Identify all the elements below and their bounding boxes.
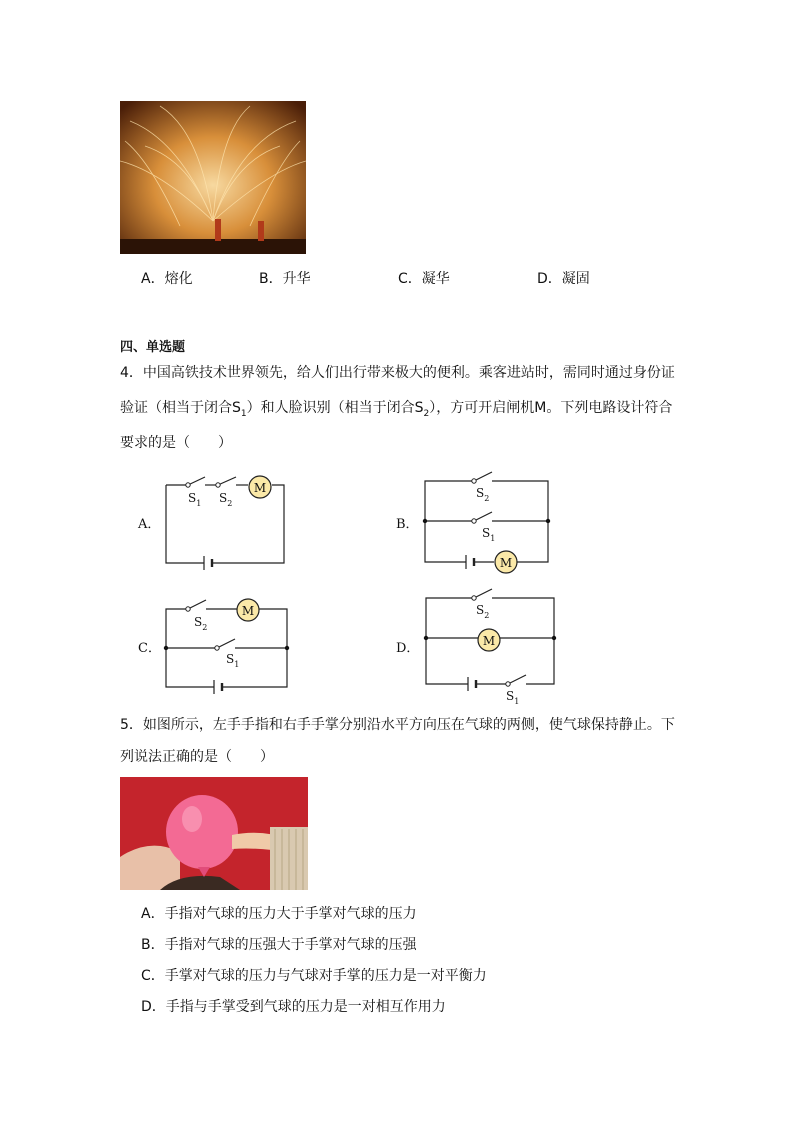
q4-line1: 4．中国高铁技术世界领先，给人们出行带来极大的便利。乘客进站时，需同时通过身份证 — [120, 365, 675, 381]
q3-option-c: C．凝华 — [398, 271, 450, 287]
circuit-c-motor: M — [241, 604, 255, 618]
section-title: 四、单选题 — [120, 340, 186, 355]
q5-option-b: B．手指对气球的压强大于手掌对气球的压强 — [141, 937, 417, 953]
circuit-a-s1: $S_1$ — [188, 491, 202, 508]
circuit-c-s1: $S_1$ — [226, 652, 240, 669]
circuit-c-label: C． — [138, 641, 161, 656]
q4-line3: 要求的是（ ） — [120, 435, 232, 451]
q5-line1: 5．如图所示，左手手指和右手手掌分别沿水平方向压在气球的两侧，使气球保持静止。下 — [120, 717, 675, 733]
q4-line2: 验证（相当于闭合$S_1$）和人脸识别（相当于闭合$S_2$），方可开启闸机M。下列电路设计符合 — [120, 400, 673, 419]
circuit-d-motor: M — [482, 634, 496, 648]
q3-option-d: D．凝固 — [537, 271, 590, 287]
q5-option-c: C．手掌对气球的压力与气球对手掌的压力是一对平衡力 — [141, 968, 487, 984]
circuit-b-s2: $S_2$ — [476, 486, 490, 503]
circuit-a-motor: M — [253, 481, 267, 495]
balloon-photo — [120, 777, 308, 890]
circuit-d-label: D． — [396, 641, 420, 656]
q3-option-b: B．升华 — [259, 271, 311, 287]
circuit-b-s1: $S_1$ — [482, 526, 496, 543]
circuit-d-s1: $S_1$ — [506, 689, 520, 706]
q3-option-a: A．熔化 — [141, 271, 193, 287]
q5-option-a: A．手指对气球的压力大于手掌对气球的压力 — [141, 906, 417, 922]
q5-option-d: D．手指与手掌受到气球的压力是一对相互作用力 — [141, 999, 446, 1015]
circuit-b-motor: M — [499, 556, 513, 570]
circuit-a-s2: $S_2$ — [219, 491, 233, 508]
circuit-a-label: A． — [138, 517, 161, 532]
circuit-b-label: B． — [396, 517, 419, 532]
circuit-c-s2: $S_2$ — [194, 615, 208, 632]
circuit-d-s2: $S_2$ — [476, 603, 490, 620]
q5-line2: 列说法正确的是（ ） — [120, 749, 274, 765]
